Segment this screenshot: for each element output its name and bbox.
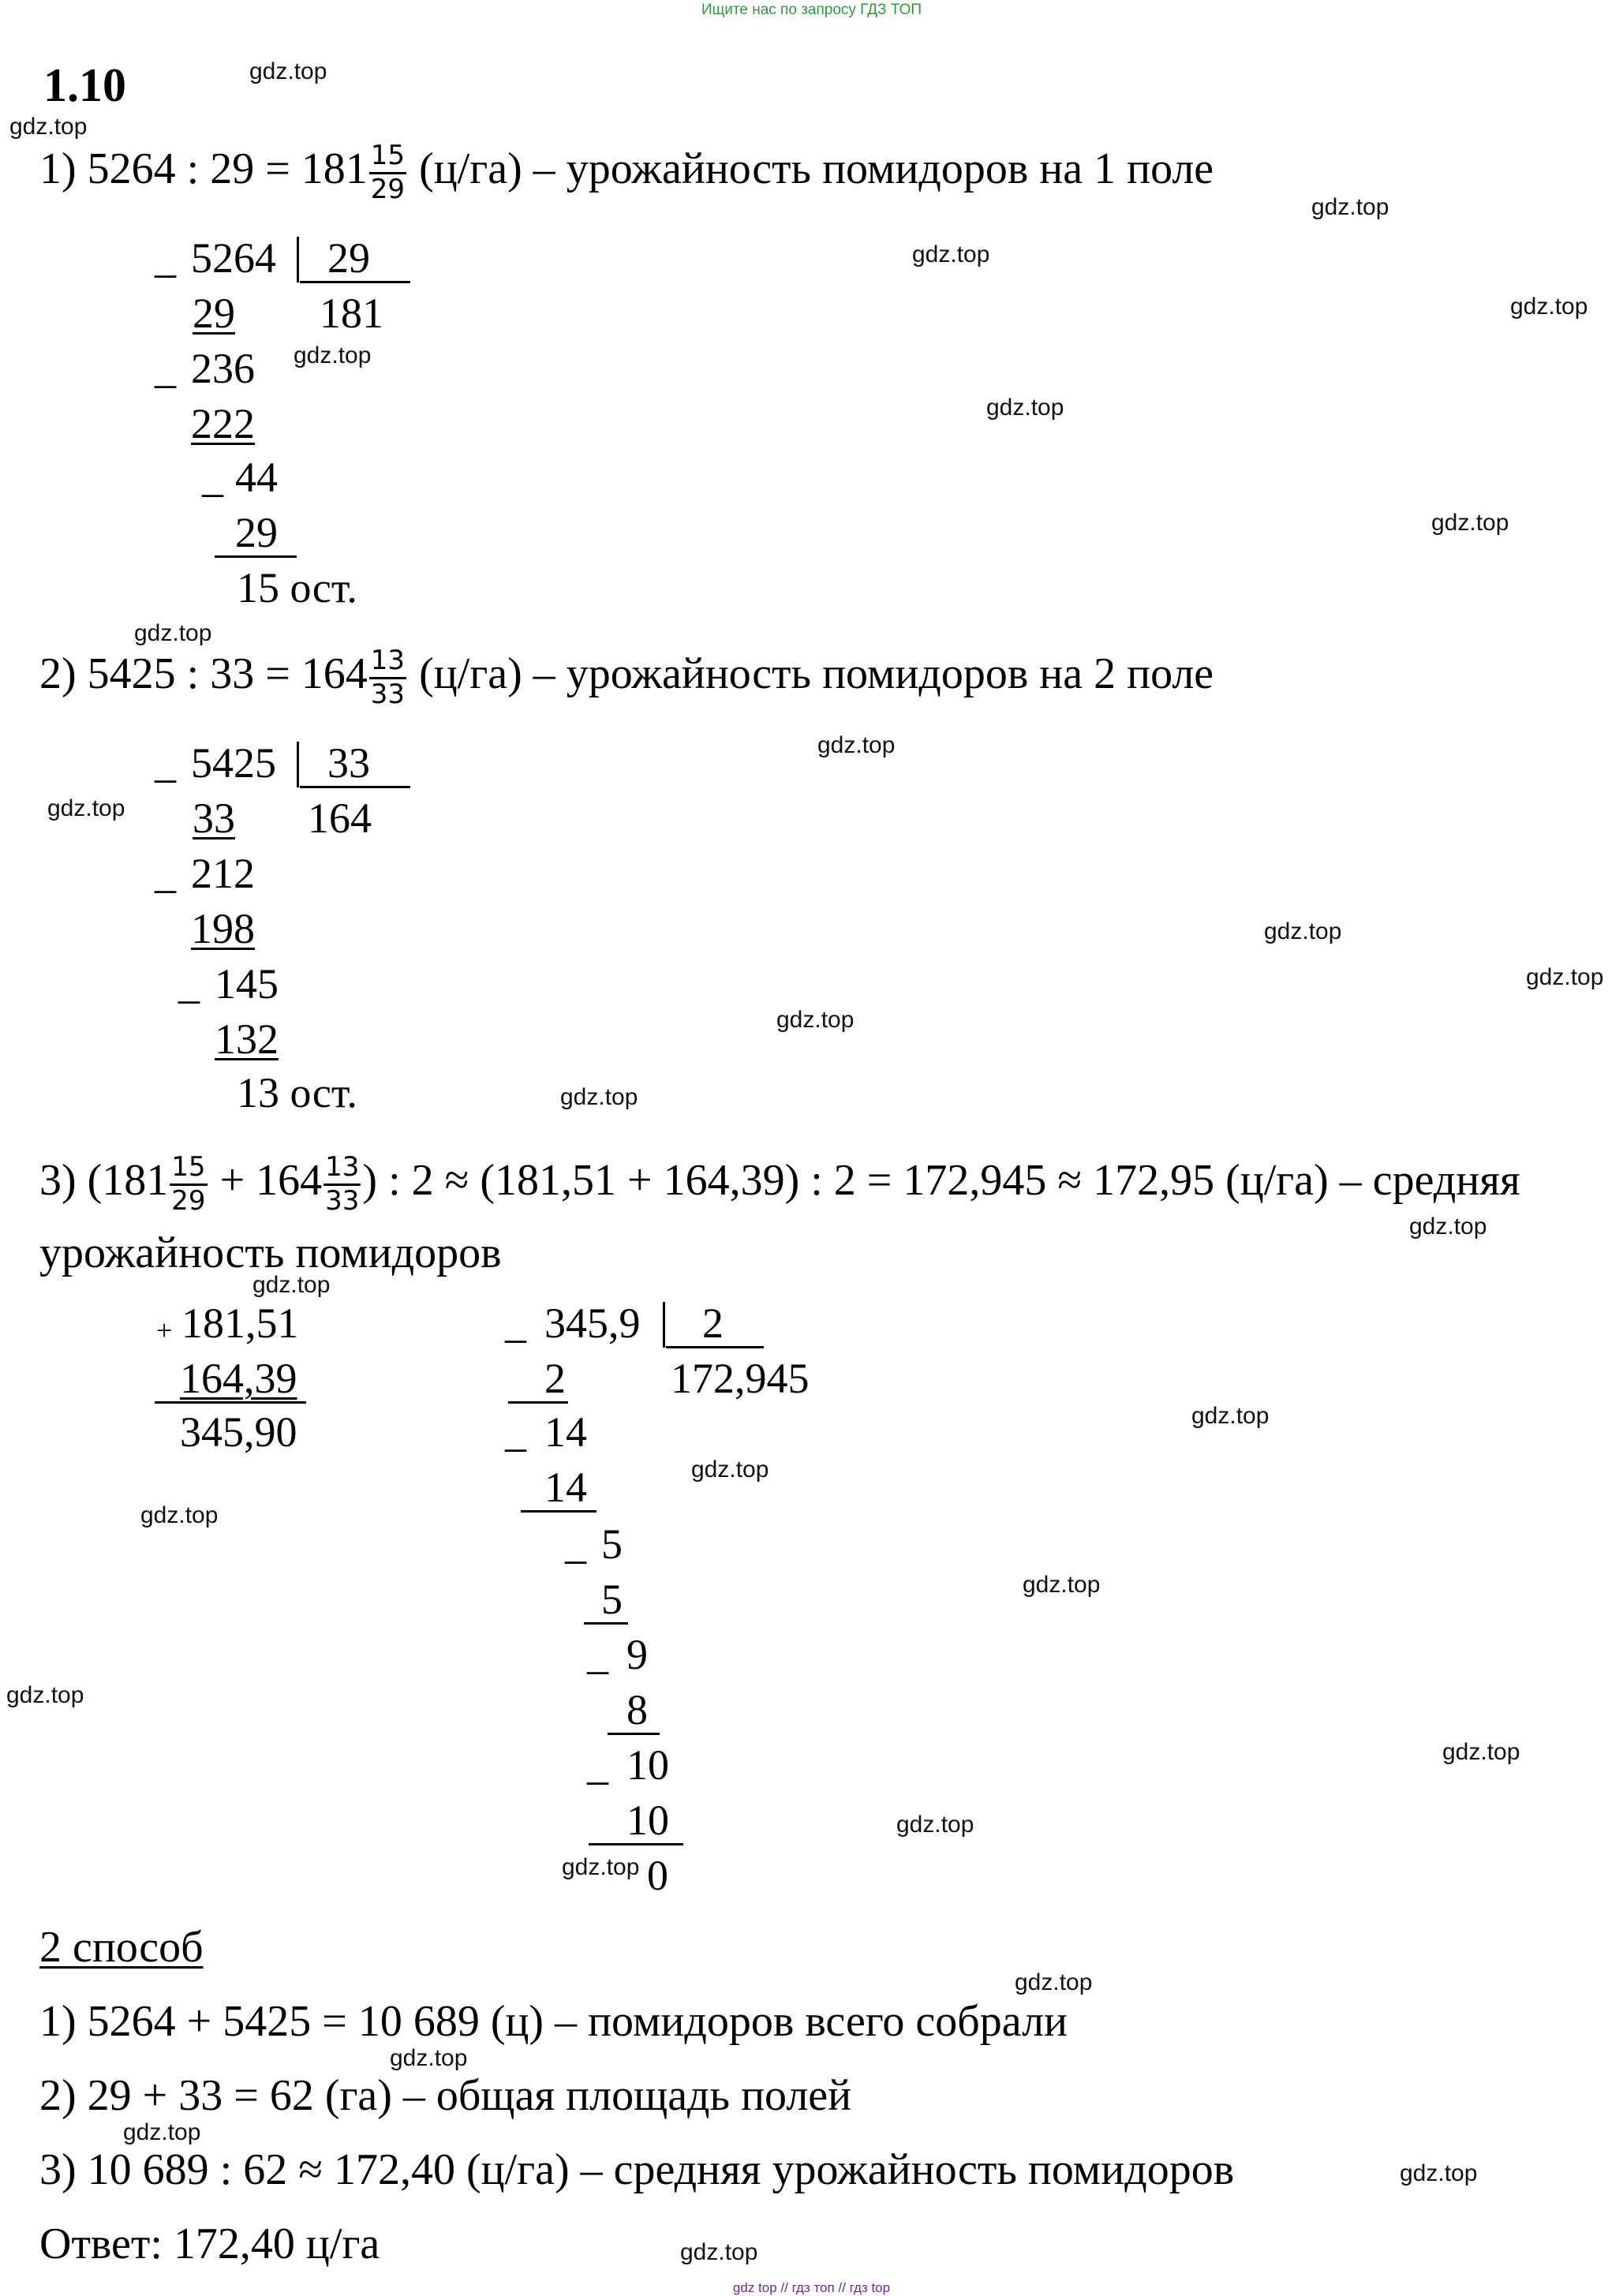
watermark: gdz.top bbox=[1510, 294, 1588, 320]
watermark: gdz.top bbox=[252, 1272, 331, 1298]
div3-dividend: 345,9 bbox=[544, 1299, 641, 1347]
watermark: gdz.top bbox=[294, 342, 372, 368]
step3-fraction-1: $\frac{15}{29}$ bbox=[171, 1151, 206, 1217]
header-promo[interactable]: Ищите нас по запросу ГДЗ ТОП bbox=[701, 2, 922, 18]
div1-quotient: 181 bbox=[320, 290, 383, 337]
watermark: gdz.top bbox=[680, 2239, 758, 2265]
method2-line-2: 2) 29 + 33 = 62 (га) – общая площадь полей bbox=[39, 2071, 852, 2120]
watermark: gdz.top bbox=[1431, 510, 1509, 536]
watermark: gdz.top bbox=[1526, 964, 1604, 990]
watermark: gdz.top bbox=[986, 395, 1064, 421]
step2-line: 2) 5425 : 33 = 164 $\frac{13}{33}$ (ц/га) – урожайность помидоров на 2 поле bbox=[39, 645, 1214, 710]
watermark: gdz.top bbox=[1400, 2160, 1478, 2186]
step1-fraction: $\frac{15}{29}$ bbox=[370, 140, 406, 205]
method2-line-3: 3) 10 689 : 62 ≈ 172,40 (ц/га) – средняя урожайность помидоров bbox=[39, 2145, 1235, 2194]
watermark: gdz.top bbox=[249, 58, 327, 84]
watermark: gdz.top bbox=[1311, 194, 1389, 220]
watermark: gdz.top bbox=[776, 1007, 855, 1033]
step3-fraction-2: $\frac{13}{33}$ bbox=[325, 1151, 360, 1217]
watermark: gdz.top bbox=[1409, 1213, 1487, 1240]
task-number: 1.10 bbox=[43, 59, 126, 111]
method2-line-1: 1) 5264 + 5425 = 10 689 (ц) – помидоров всего собрали bbox=[39, 1997, 1068, 2046]
watermark: gdz.top bbox=[134, 620, 212, 646]
div3-quotient: 172,945 bbox=[671, 1355, 810, 1402]
div2-quotient: 164 bbox=[308, 795, 372, 842]
watermark: gdz.top bbox=[1015, 1969, 1093, 1995]
watermark: gdz.top bbox=[390, 2045, 468, 2071]
watermark: gdz.top bbox=[9, 114, 88, 140]
step1-line: 1) 5264 : 29 = 181 $\frac{15}{29}$ (ц/га) – урожайность помидоров на 1 поле bbox=[39, 140, 1214, 205]
watermark: gdz.top bbox=[562, 1854, 640, 1880]
watermark: gdz.top bbox=[1191, 1403, 1270, 1429]
watermark: gdz.top bbox=[1442, 1739, 1520, 1765]
div2-divisor: 33 bbox=[327, 739, 370, 787]
watermark: gdz.top bbox=[560, 1084, 638, 1110]
watermark: gdz.top bbox=[817, 732, 896, 758]
watermark: gdz.top bbox=[6, 1682, 84, 1708]
watermark: gdz.top bbox=[140, 1502, 219, 1528]
watermark: gdz.top bbox=[47, 795, 125, 821]
step3-line-2: урожайность помидоров bbox=[39, 1228, 502, 1277]
watermark: gdz.top bbox=[912, 241, 990, 267]
answer: Ответ: 172,40 ц/га bbox=[39, 2219, 380, 2268]
watermark: gdz.top bbox=[1264, 918, 1342, 944]
method2-title: 2 способ bbox=[39, 1923, 204, 1972]
step2-fraction: $\frac{13}{33}$ bbox=[370, 645, 406, 710]
div3-divisor: 2 bbox=[702, 1299, 724, 1347]
div1-dividend: 5264 bbox=[191, 234, 276, 282]
watermark: gdz.top bbox=[123, 2119, 201, 2145]
div1-divisor: 29 bbox=[327, 234, 370, 282]
div2-dividend: 5425 bbox=[191, 739, 276, 787]
footer-links[interactable]: gdz top // гдз топ // гдз top bbox=[732, 2280, 891, 2295]
watermark: gdz.top bbox=[1023, 1572, 1101, 1598]
step3-line: 3) (181 $\frac{15}{29}$ + 164 $\frac{13}{33}$ ) : 2 ≈ (181,51 + 164,39) : 2 = 172,945 ≈ 172,95 (ц/га) – средняя bbox=[39, 1151, 1520, 1217]
watermark: gdz.top bbox=[896, 1812, 974, 1838]
watermark: gdz.top bbox=[691, 1457, 769, 1483]
